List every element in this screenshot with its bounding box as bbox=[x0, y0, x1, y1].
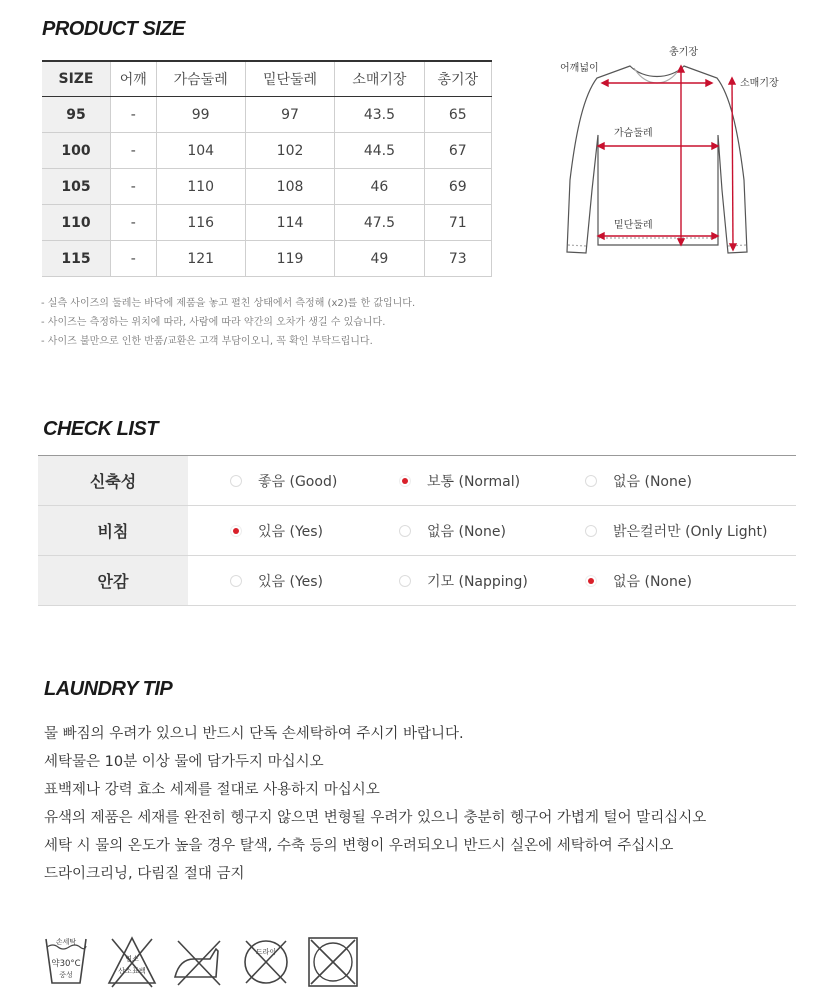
radio-button[interactable] bbox=[399, 525, 411, 537]
check-list-title: CHECK LIST bbox=[43, 418, 158, 440]
laundry-tip-line: 유색의 제품은 세재를 완전히 헹구지 않으면 변형될 우려가 있으니 충분히 헹구어 가볍게 털어 말리십시오 bbox=[44, 810, 707, 826]
check-row-label: 안감 bbox=[38, 556, 188, 605]
radio-button-checked[interactable] bbox=[230, 525, 242, 537]
header-chest: 가슴둘레 bbox=[156, 61, 245, 97]
size-note: - 사이즈 불만으로 인한 반품/교환은 고객 부담이오니, 꼭 확인 부탁드립니다. bbox=[41, 336, 373, 347]
cell: 116 bbox=[156, 205, 245, 241]
cell: 49 bbox=[335, 241, 424, 277]
svg-text:약30°C: 약30°C bbox=[51, 959, 81, 969]
check-option[interactable] bbox=[585, 456, 692, 505]
size-note: - 사이즈는 측정하는 위치에 따라, 사람에 따라 약간의 오차가 생길 수 있습니다. bbox=[41, 317, 386, 328]
diagram-label-shoulder: 어깨넓이 bbox=[560, 63, 599, 74]
cell: 115 bbox=[42, 241, 111, 277]
cell: 67 bbox=[424, 133, 491, 169]
svg-text:손세탁: 손세탁 bbox=[55, 938, 77, 946]
sweater-diagram bbox=[552, 40, 792, 265]
svg-text:산소: 산소 bbox=[118, 967, 132, 975]
laundry-tip-line: 세탁 시 물의 온도가 높을 경우 탈색, 수축 등의 변형이 우려되오니 반드시 실온에 세탁하여 주십시오 bbox=[44, 838, 674, 854]
table-row bbox=[42, 97, 492, 133]
cell: 110 bbox=[156, 169, 245, 205]
cell: 119 bbox=[245, 241, 334, 277]
radio-button-checked[interactable] bbox=[399, 475, 411, 487]
product-size-title: PRODUCT SIZE bbox=[42, 18, 185, 40]
check-option[interactable] bbox=[230, 456, 337, 505]
option-label: 보통 (Normal) bbox=[427, 473, 521, 490]
check-option[interactable] bbox=[399, 556, 528, 605]
check-row-lining bbox=[38, 556, 796, 606]
diagram-label-chest: 가슴둘레 bbox=[614, 128, 653, 139]
check-row-label: 신축성 bbox=[38, 456, 188, 505]
size-table bbox=[42, 60, 492, 277]
cell: 47.5 bbox=[335, 205, 424, 241]
diagram-label-total-length: 총기장 bbox=[669, 47, 698, 58]
no-dry-clean-icon bbox=[240, 935, 292, 989]
option-label: 있음 (Yes) bbox=[258, 573, 324, 590]
size-note: - 실측 사이즈의 둘레는 바닥에 제품을 놓고 펼친 상태에서 측정해 (x2)를 한 값입니다. bbox=[41, 298, 416, 309]
cell: 110 bbox=[42, 205, 111, 241]
option-label: 기모 (Napping) bbox=[427, 573, 528, 590]
check-row-label: 비침 bbox=[38, 506, 188, 555]
cell: 102 bbox=[245, 133, 334, 169]
no-bleach-icon bbox=[106, 935, 158, 989]
table-row bbox=[42, 169, 492, 205]
laundry-tip-line: 드라이크리닝, 다림질 절대 금지 bbox=[44, 866, 245, 882]
check-row-see-through bbox=[38, 506, 796, 556]
option-label: 밝은컬러만 (Only Light) bbox=[613, 523, 768, 540]
cell: 99 bbox=[156, 97, 245, 133]
radio-button[interactable] bbox=[399, 575, 411, 587]
option-label: 있음 (Yes) bbox=[258, 523, 324, 540]
diagram-label-hem: 밑단둘레 bbox=[614, 220, 653, 231]
header-total-length: 총기장 bbox=[424, 61, 491, 97]
cell: - bbox=[111, 133, 157, 169]
check-option[interactable] bbox=[230, 556, 323, 605]
radio-button[interactable] bbox=[585, 475, 597, 487]
svg-text:중성: 중성 bbox=[59, 971, 73, 979]
cell: 71 bbox=[424, 205, 491, 241]
laundry-tip-line: 표백제나 강력 효소 세제를 절대로 사용하지 마십시오 bbox=[44, 782, 380, 798]
cell: 44.5 bbox=[335, 133, 424, 169]
radio-button-checked[interactable] bbox=[585, 575, 597, 587]
header-shoulder: 어깨 bbox=[111, 61, 157, 97]
cell: - bbox=[111, 169, 157, 205]
cell: 114 bbox=[245, 205, 334, 241]
cell: 95 bbox=[42, 97, 111, 133]
table-row bbox=[42, 241, 492, 277]
radio-button[interactable] bbox=[585, 525, 597, 537]
svg-text:표백: 표백 bbox=[132, 967, 146, 975]
hand-wash-icon bbox=[44, 935, 88, 987]
laundry-tip-title: LAUNDRY TIP bbox=[44, 678, 173, 700]
option-label: 없음 (None) bbox=[613, 573, 692, 590]
check-option[interactable] bbox=[585, 556, 692, 605]
cell: 69 bbox=[424, 169, 491, 205]
laundry-tip-line: 물 빠짐의 우려가 있으니 반드시 단독 손세탁하여 주시기 바랍니다. bbox=[44, 726, 464, 742]
header-hem: 밑단둘레 bbox=[245, 61, 334, 97]
cell: 100 bbox=[42, 133, 111, 169]
care-icons bbox=[44, 935, 364, 991]
header-sleeve: 소매기장 bbox=[335, 61, 424, 97]
option-label: 없음 (None) bbox=[613, 473, 692, 490]
cell: 108 bbox=[245, 169, 334, 205]
cell: 43.5 bbox=[335, 97, 424, 133]
table-row bbox=[42, 205, 492, 241]
check-option[interactable] bbox=[399, 456, 520, 505]
cell: 121 bbox=[156, 241, 245, 277]
check-option[interactable] bbox=[399, 506, 506, 555]
cell: 97 bbox=[245, 97, 334, 133]
svg-text:염소: 염소 bbox=[125, 955, 139, 963]
laundry-tip-list bbox=[44, 720, 706, 888]
option-label: 좋음 (Good) bbox=[258, 473, 338, 490]
no-tumble-dry-icon bbox=[306, 935, 360, 989]
radio-button[interactable] bbox=[230, 475, 242, 487]
radio-button[interactable] bbox=[230, 575, 242, 587]
cell: - bbox=[111, 205, 157, 241]
cell: - bbox=[111, 97, 157, 133]
table-row bbox=[42, 133, 492, 169]
laundry-tip-line: 세탁물은 10분 이상 물에 담가두지 마십시오 bbox=[44, 754, 324, 770]
option-label: 없음 (None) bbox=[427, 523, 506, 540]
no-iron-icon bbox=[172, 937, 224, 987]
check-option[interactable] bbox=[585, 506, 767, 555]
cell: - bbox=[111, 241, 157, 277]
svg-text:드라이: 드라이 bbox=[255, 948, 277, 956]
cell: 104 bbox=[156, 133, 245, 169]
diagram-label-sleeve: 소매기장 bbox=[740, 78, 779, 89]
size-notes bbox=[41, 294, 415, 351]
size-table-header bbox=[42, 61, 492, 97]
cell: 65 bbox=[424, 97, 491, 133]
header-size: SIZE bbox=[42, 61, 111, 97]
cell: 46 bbox=[335, 169, 424, 205]
check-option[interactable] bbox=[230, 506, 323, 555]
check-row-elasticity bbox=[38, 456, 796, 506]
cell: 73 bbox=[424, 241, 491, 277]
cell: 105 bbox=[42, 169, 111, 205]
